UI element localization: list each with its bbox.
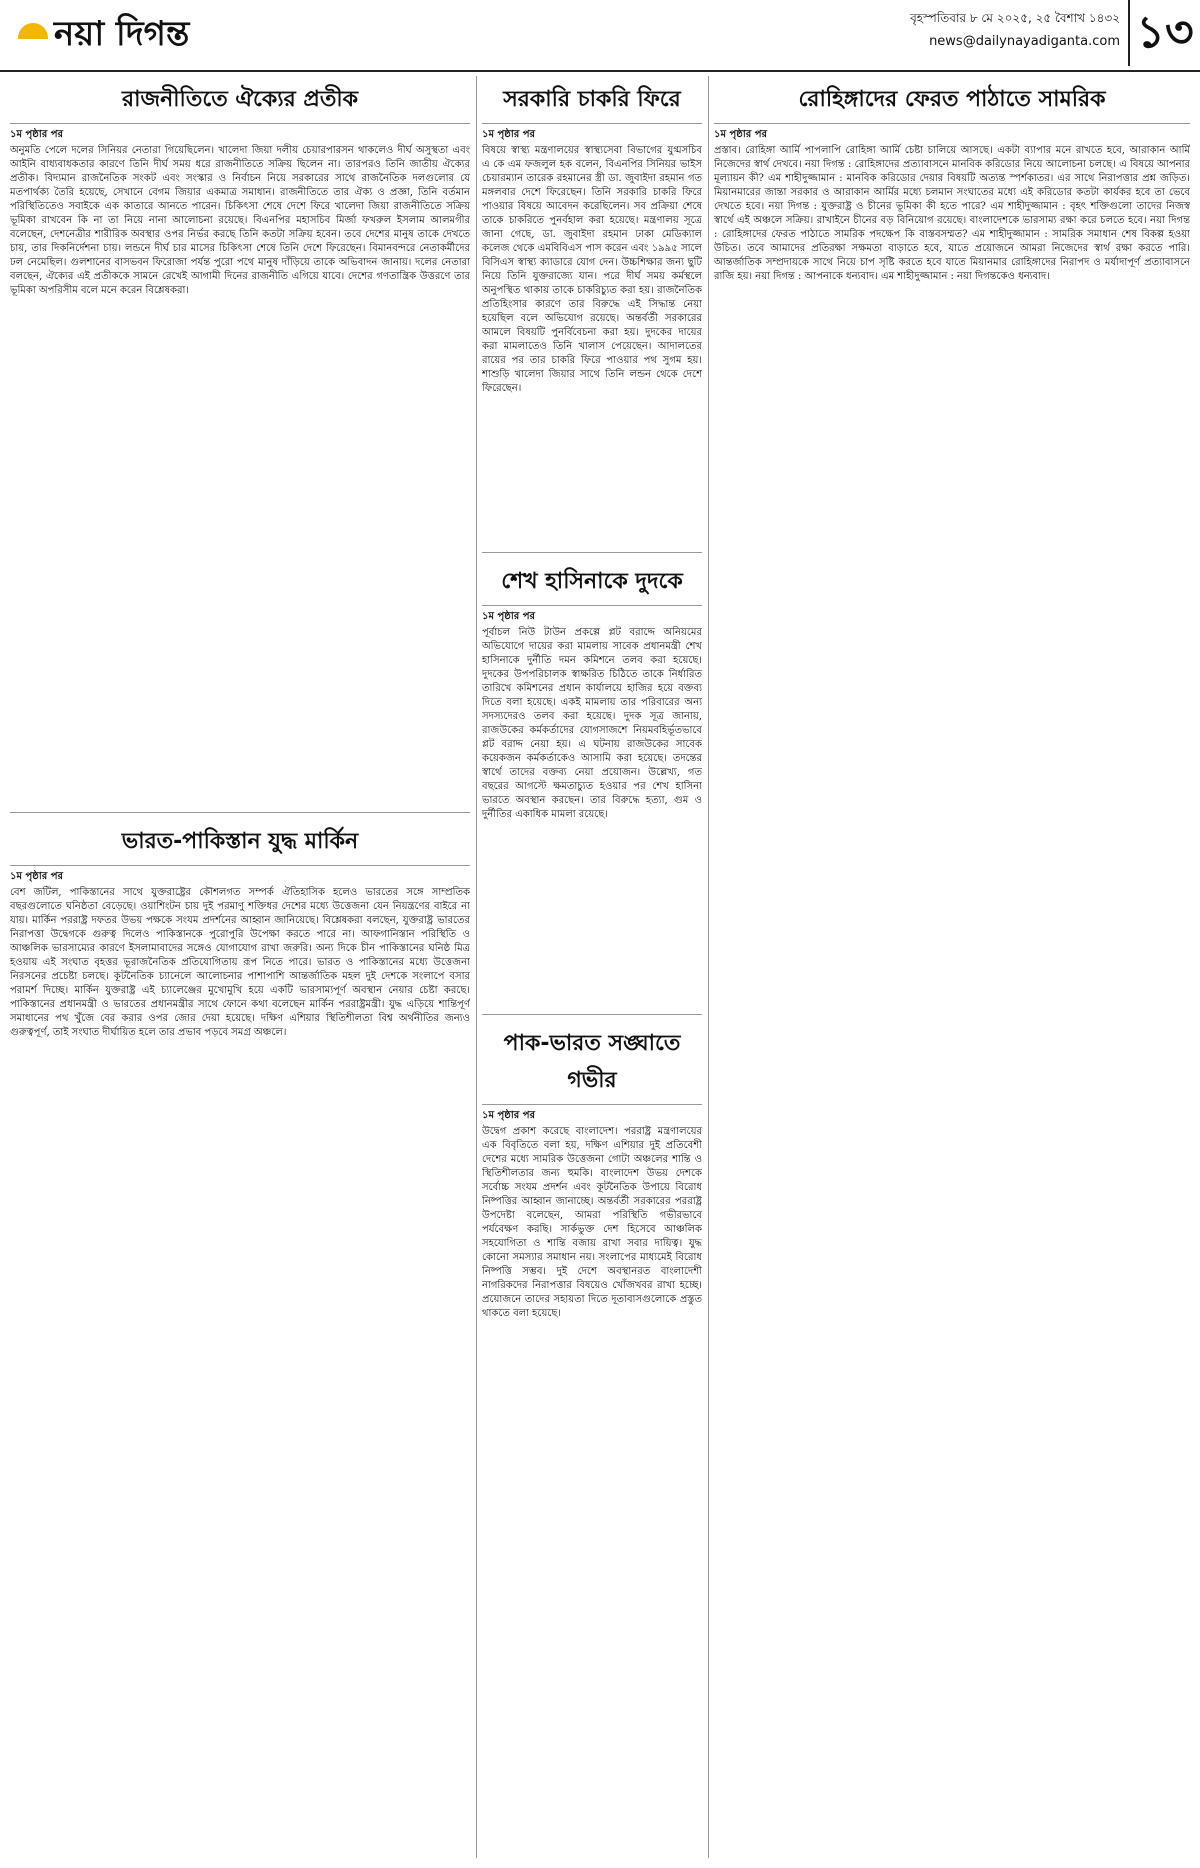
article-politics-unity bbox=[10, 76, 470, 806]
headline: রাজনীতিতে ঐক্যের প্রতীক bbox=[10, 76, 470, 124]
article-sheikh-hasina-acc bbox=[482, 558, 702, 1008]
masthead bbox=[0, 0, 1200, 72]
article-body bbox=[10, 128, 470, 806]
headline: রোহিঙ্গাদের ফেরত পাঠাতে সামরিক bbox=[714, 76, 1190, 124]
body-text: উদ্বেগ প্রকাশ করেছে বাংলাদেশ। পররাষ্ট্র মন্ত্রণালয়ের এক বিবৃতিতে বলা হয়, দক্ষিণ এশিয়ার দুই প্রতিবেশী দেশের মধ্যে সামরিক উত্তেজনা গোটা অঞ্চলের শান্তি ও স্থিতিশীলতার জন্য হুমকি। বাংলাদেশ উভয় দেশকে সর্বোচ্চ সংযম প্রদর্শন এবং কূটনৈতিক উপায়ে বিরোধ নিষ্পত্তির আহ্বান জানাচ্ছে। অন্তর্বর্তী সরকারের পররাষ্ট্র উপদেষ্টা বলেছেন, আমরা পরিস্থিতি গভীরভাবে পর্যবেক্ষণ করছি। সার্কভুক্ত দেশ হিসেবে আঞ্চলিক সহযোগিতা ও শান্তি বজায় রাখা সবার দায়িত্ব। যুদ্ধ কোনো সমস্যার সমাধান নয়। সংলাপের মাধ্যমেই বিরোধ নিষ্পত্তি সম্ভব। দুই দেশে অবস্থানরত বাংলাদেশী নাগরিকদের নিরাপত্তার বিষয়েও খোঁজখবর রাখা হচ্ছে। প্রয়োজনে তাদের সহায়তা দিতে দূতাবাসগুলোকে প্রস্তুত থাকতে বলা হয়েছে। bbox=[482, 1126, 702, 1319]
article-pak-india-conflict bbox=[482, 1020, 702, 1858]
body-text: পূর্বাচল নিউ টাউন প্রকল্পে প্লট বরাদ্দে অনিয়মের অভিযোগে দায়ের করা মামলায় সাবেক প্রধানমন্ত্রী শেখ হাসিনাকে দুর্নীতি দমন কমিশনে তলব করা হয়েছে। দুদকের উপপরিচালক স্বাক্ষরিত চিঠিতে তাকে নির্ধারিত তারিখে কমিশনের প্রধান কার্যালয়ে হাজির হয়ে বক্তব্য দিতে বলা হয়েছে। একই মামলায় তার পরিবারের অন্য সদস্যদেরও তলব করা হয়েছে। দুদক সূত্র জানায়, রাজউকের কর্মকর্তাদের যোগসাজশে নিয়মবহির্ভূতভাবে প্লট বরাদ্দ নেয়া হয়। এ ঘটনায় রাজউকের সাবেক কয়েকজন কর্মকর্তাকেও আসামি করা হয়েছে। তদন্তের স্বার্থে তাদের বক্তব্য নেয়া প্রয়োজন। উল্লেখ্য, গত বছরের আগস্টে ক্ষমতাচ্যুত হওয়ার পর শেখ হাসিনা ভারতে অবস্থান করছেন। তার বিরুদ্ধে হত্যা, গুম ও দুর্নীতির একাধিক মামলা রয়েছে। bbox=[482, 627, 702, 820]
body-text: প্রস্তাব। রোহিঙ্গা আর্মি পাপলাপি রোহিঙ্গা আর্মি চেষ্টা চালিয়ে আসছে। একটা ব্যাপার মনে রাখতে হবে, আরাকান আর্মি নিজেদের স্বার্থ দেখবে। নয়া দিগন্ত : রোহিঙ্গাদের প্রত্যাবাসনে মানবিক করিডোর নিয়ে আলোচনা চলছে। এ বিষয়ে আপনার মূল্যায়ন কী? এম শাহীদুজ্জামান : মানবিক করিডোর দেয়ার বিষয়টি অত্যন্ত স্পর্শকাতর। এর সাথে নিরাপত্তার প্রশ্ন জড়িত। মিয়ানমারের জান্তা সরকার ও আরাকান আর্মির মধ্যে চলমান সংঘাতের মধ্যে এই করিডোর কতটা কার্যকর হবে তা ভেবে দেখতে হবে। নয়া দিগন্ত : যুক্তরাষ্ট্র ও চীনের ভূমিকা কী হতে পারে? এম শাহীদুজ্জামান : বৃহৎ শক্তিগুলো তাদের নিজস্ব স্বার্থে এই অঞ্চলে সক্রিয়। রাখাইনে চীনের বড় বিনিয়োগ রয়েছে। বাংলাদেশকে ভারসাম্য রক্ষা করে চলতে হবে। নয়া দিগন্ত : রোহিঙ্গাদের ফেরত পাঠাতে সামরিক পদক্ষেপ কি বাস্তবসম্মত? এম শাহীদুজ্জামান : সামরিক সমাধান শেষ বিকল্প হওয়া উচিত। তবে আমাদের প্রতিরক্ষা সক্ষমতা বাড়াতে হবে, যাতে প্রয়োজনে আমরা নিজেদের স্বার্থ রক্ষা করতে পারি। আন্তর্জাতিক সম্প্রদায়কে সাথে নিয়ে চাপ সৃষ্টি করতে হবে যাতে মিয়ানমার রোহিঙ্গাদের নিরাপদ ও মর্যাদাপূর্ণ প্রত্যাবাসনে রাজি হয়। নয়া দিগন্ত : আপনাকে ধন্যবাদ। এম শাহীদুজ্জামান : নয়া দিগন্তকেও ধন্যবাদ। bbox=[714, 145, 1190, 282]
headline: ভারত-পাকিস্তান যুদ্ধ মার্কিন bbox=[10, 818, 470, 866]
headline: শেখ হাসিনাকে দুদকে bbox=[482, 558, 702, 606]
continued-label: ১ম পৃষ্ঠার পর bbox=[10, 129, 63, 140]
sun-logo-icon bbox=[18, 23, 48, 39]
body-text: বেশ জটিল, পাকিস্তানের সাথে যুক্তরাষ্ট্রের কৌশলগত সম্পর্ক ঐতিহাসিক হলেও ভারতের সঙ্গে সাম্প্রতিক বছরগুলোতে ঘনিষ্ঠতা বেড়েছে। ওয়াশিংটন চায় দুই পরমাণু শক্তিধর দেশের মধ্যে উত্তেজনা যেন নিয়ন্ত্রণের বাইরে না যায়। মার্কিন পররাষ্ট্র দফতর উভয় পক্ষকে সংযম প্রদর্শনের আহ্বান জানিয়েছে। বিশ্লেষকরা বলছেন, যুক্তরাষ্ট্র ভারতের নিরাপত্তা উদ্বেগকে গুরুত্ব দিলেও পাকিস্তানকে পুরোপুরি উপেক্ষা করতে পারে না। আফগানিস্তান পরিস্থিতি ও আঞ্চলিক ভারসাম্যের কারণে ইসলামাবাদের সঙ্গেও যোগাযোগ রাখা জরুরি। অন্য দিকে চীন পাকিস্তানের ঘনিষ্ঠ মিত্র হওয়ায় এই সংঘাত বৃহত্তর ভূরাজনৈতিক প্রতিযোগিতায় রূপ নিতে পারে। ভারত ও পাকিস্তানের মধ্যে উত্তেজনা নিরসনের প্রচেষ্টা চলছে। কূটনৈতিক চ্যানেলে আলোচনার পাশাপাশি আন্তর্জাতিক মহল দুই দেশকে সংলাপে বসার পরামর্শ দিচ্ছে। মার্কিন যুক্তরাষ্ট্র এই চ্যালেঞ্জের মুখোমুখি হয়ে একটি ভারসাম্যপূর্ণ অবস্থান নেয়ার চেষ্টা করছে। পাকিস্তানের প্রধানমন্ত্রী ও ভারতের প্রধানমন্ত্রীর সাথে ফোনে কথা বলেছেন মার্কিন পররাষ্ট্রমন্ত্রী। যুদ্ধ এড়িয়ে শান্তিপূর্ণ সমাধানের পথ খুঁজে বের করার ওপর জোর দেয়া হয়েছে। দক্ষিণ এশিয়ার স্থিতিশীলতা বিশ্ব অর্থনীতির জন্যও গুরুত্বপূর্ণ, তাই সংঘাত দীর্ঘায়িত হলে তার প্রভাব পড়বে সমগ্র অঞ্চলে। bbox=[10, 887, 470, 1038]
divider bbox=[482, 552, 702, 553]
article-body bbox=[482, 1109, 702, 1858]
body-text: অনুমতি পেলে দলের সিনিয়র নেতারা গিয়েছিলেন। খালেদা জিয়া দলীয় চেয়ারপারসন থাকলেও দীর্ঘ অসুস্থতা এবং আইনি বাধ্যবাধকতার কারণে তিনি দীর্ঘ সময় ধরে রাজনীতিতে সক্রিয় ছিলেন না। তারপরও তিনি জাতীয় ঐক্যের প্রতীক। বিদ্যমান রাজনৈতিক সংকট এবং সংস্কার ও নির্বাচন নিয়ে সরকারের সাথে রাজনৈতিক দলগুলোর যে মতপার্থক্য তৈরি হয়েছে, সেখানে বেগম জিয়ার একমাত্র সমাধান। রাজনীতিতে তার ঐক্য ও প্রজ্ঞা, তিনি বর্তমান পরিস্থিতিতেও সবাইকে এক কাতারে আনতে পারেন। চিকিৎসা শেষে দেশে ফিরে খালেদা জিয়া রাজনীতিতে সক্রিয় ভূমিকা রাখবেন কি না তা নিয়ে নানা আলোচনা রয়েছে। বিএনপির মহাসচিব মির্জা ফখরুল ইসলাম আলমগীর বলেছেন, দেশনেত্রীর শারীরিক অবস্থার ওপর নির্ভর করছে তিনি কতটা সক্রিয় হবেন। তবে দেশের মানুষ তাকে দেখতে চায়, তার দিকনির্দেশনা চায়। লন্ডনে দীর্ঘ চার মাসের চিকিৎসা শেষে তিনি দেশে ফিরেছেন। বিমানবন্দরে নেতাকর্মীদের ঢল নেমেছিল। গুলশানের বাসভবন ফিরোজা পর্যন্ত পুরো পথে মানুষ দাঁড়িয়ে তাকে অভিবাদন জানায়। দলের নেতারা বলছেন, ঐক্যের এই প্রতীককে সামনে রেখেই আগামী দিনের রাজনীতি এগিয়ে যাবে। দেশের গণতান্ত্রিক উত্তরণে তার ভূমিকা অপরিসীম বলে মনে করেন বিশ্লেষকরা। bbox=[10, 145, 470, 296]
column-divider bbox=[476, 76, 477, 1858]
continued-label: ১ম পৃষ্ঠার পর bbox=[714, 129, 767, 140]
headline: পাক-ভারত সঙ্ঘাতে গভীর bbox=[482, 1020, 702, 1105]
page-number: ১৩ bbox=[1128, 0, 1200, 66]
email-address: news@dailynayadiganta.com bbox=[929, 34, 1120, 49]
article-body bbox=[482, 128, 702, 546]
article-govt-job bbox=[482, 76, 702, 546]
dateline: বৃহস্পতিবার ৮ মে ২০২৫, ২৫ বৈশাখ ১৪৩২ bbox=[910, 11, 1120, 25]
continued-label: ১ম পৃষ্ঠার পর bbox=[10, 871, 63, 882]
continued-label: ১ম পৃষ্ঠার পর bbox=[482, 129, 535, 140]
body-text: বিষয়ে স্বাস্থ্য মন্ত্রণালয়ের স্বাস্থ্যসেবা বিভাগের যুগ্মসচিব এ কে এম ফজলুল হক বলেন, বিএনপির সিনিয়র ভাইস চেয়ারম্যান তারেক রহমানের স্ত্রী ডা. জুবাইদা রহমান গত মঙ্গলবার দেশে ফিরেছেন। তিনি সরকারি চাকরি ফিরে পাওয়ার বিষয়ে আবেদন করেছিলেন। সব প্রক্রিয়া শেষে তাকে চাকরিতে পুনর্বহাল করা হয়েছে। মন্ত্রণালয় সূত্রে জানা গেছে, ডা. জুবাইদা রহমান ঢাকা মেডিক্যাল কলেজ থেকে এমবিবিএস পাস করেন এবং ১৯৯৫ সালে বিসিএস স্বাস্থ্য ক্যাডারে যোগ দেন। উচ্চশিক্ষার জন্য ছুটি নিয়ে তিনি যুক্তরাজ্যে যান। পরে দীর্ঘ সময় কর্মস্থলে অনুপস্থিত থাকায় তাকে চাকরিচ্যুত করা হয়। রাজনৈতিক প্রতিহিংসার কারণে তার বিরুদ্ধে এই সিদ্ধান্ত নেয়া হয়েছিল বলে অভিযোগ রয়েছে। অন্তর্বর্তী সরকারের আমলে বিষয়টি পুনর্বিবেচনা করা হয়। দুদকের দায়ের করা মামলাতেও তিনি খালাস পেয়েছেন। আদালতের রায়ের পর তার চাকরি ফিরে পাওয়ার পথ সুগম হয়। শাশুড়ি খালেদা জিয়ার সাথে তিনি লন্ডন থেকে দেশে ফিরেছেন। bbox=[482, 145, 702, 394]
headline: সরকারি চাকরি ফিরে bbox=[482, 76, 702, 124]
article-india-pakistan-us bbox=[10, 818, 470, 1858]
logo-text: নয়া দিগন্ত bbox=[54, 14, 190, 54]
column-divider bbox=[708, 76, 709, 1858]
continued-label: ১ম পৃষ্ঠার পর bbox=[482, 1110, 535, 1121]
continued-label: ১ম পৃষ্ঠার পর bbox=[482, 611, 535, 622]
article-rohingya-interview bbox=[714, 76, 1190, 1858]
divider bbox=[10, 812, 470, 813]
article-body bbox=[482, 610, 702, 1008]
newspaper-logo bbox=[18, 8, 189, 65]
divider bbox=[482, 1014, 702, 1015]
article-body bbox=[714, 128, 1190, 1858]
article-body bbox=[10, 870, 470, 1858]
